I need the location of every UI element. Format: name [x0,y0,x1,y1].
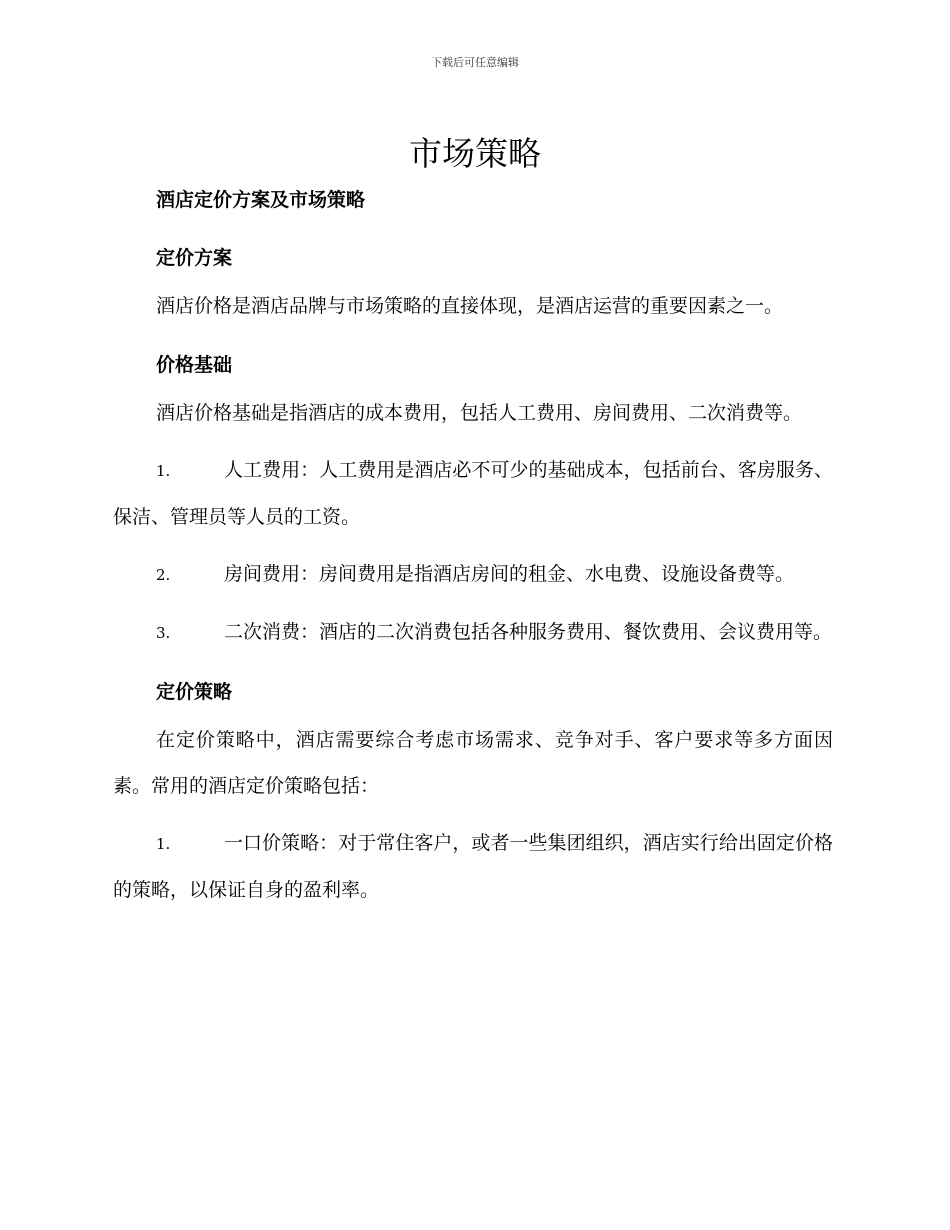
list-text: 二次消费：酒店的二次消费包括各种服务费用、餐饮费用、会议费用等。 [224,621,833,643]
list-number: 1. [156,835,171,853]
header-note: 下载后可任意编辑 [431,56,519,69]
strategy-heading: 定价策略 [156,681,233,703]
list-text: 人工费用：人工费用是酒店必不可少的基础成本，包括前台、客房服务、保洁、管理员等人员的工资。 [113,459,833,528]
list-number: 3. [156,624,171,642]
main-heading: 酒店定价方案及市场策略 [156,189,366,211]
list-text: 房间费用：房间费用是指酒店房间的租金、水电费、设施设备费等。 [224,563,795,585]
price-basis-paragraph: 酒店价格基础是指酒店的成本费用，包括人工费用、房间费用、二次消费等。 [156,402,803,424]
document-body [113,186,833,913]
intro-paragraph: 酒店价格是酒店品牌与市场策略的直接体现，是酒店运营的重要因素之一。 [156,295,784,317]
document-title: 市场策略 [409,134,541,173]
strategy-paragraph: 在定价策略中，酒店需要综合考虑市场需求、竞争对手、客户要求等多方面因素。常用的酒店定价策略包括： [113,729,833,797]
list-item [113,820,833,913]
list-item [113,551,833,598]
list-number: 2. [156,566,171,584]
list-item [113,447,833,540]
pricing-plan-heading: 定价方案 [156,247,233,269]
list-text: 一口价策略：对于常住客户，或者一些集团组织，酒店实行给出固定价格的策略，以保证自身的盈利率。 [113,832,833,901]
price-basis-heading: 价格基础 [156,354,233,376]
list-item [113,609,833,656]
list-number: 1. [156,462,171,480]
